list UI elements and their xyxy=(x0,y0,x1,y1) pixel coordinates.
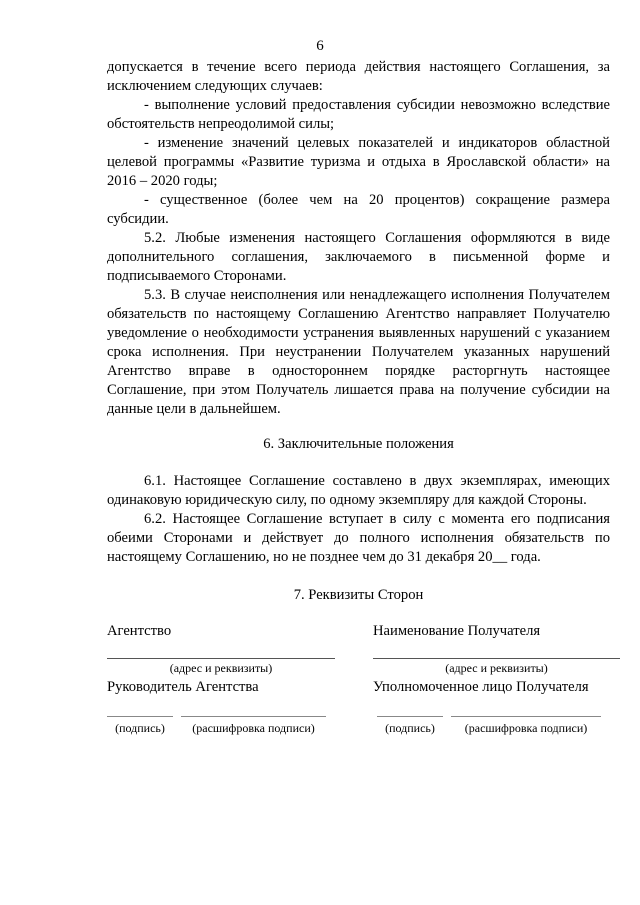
address-caption: (адрес и реквизиты) xyxy=(169,661,273,675)
signature-row xyxy=(107,716,335,735)
signature-field xyxy=(377,716,443,735)
signature-caption: (подпись) xyxy=(115,721,165,735)
signature-decode-caption: (расшифровка подписи) xyxy=(192,721,315,735)
signature-decode-line xyxy=(451,716,601,717)
signature-line xyxy=(107,716,173,717)
agency-head-title: Руководитель Агентства xyxy=(107,679,259,695)
address-line xyxy=(373,658,620,659)
section-heading-6: 6. Заключительные положения xyxy=(263,436,454,452)
section-heading-7: 7. Реквизиты Сторон xyxy=(293,587,424,603)
document-body xyxy=(107,58,610,752)
signature-decode-field xyxy=(451,716,601,735)
page-number: 6 xyxy=(316,38,324,54)
signature-decode-caption: (расшифровка подписи) xyxy=(464,721,588,735)
signature-decode-line xyxy=(181,716,326,717)
recipient-party-name: Наименование Получателя xyxy=(373,623,541,639)
signature-decode-field xyxy=(181,716,326,735)
signature-caption: (подпись) xyxy=(385,721,435,735)
list-item: - выполнение условий предоставления субсидии невозможно вследствие обстоятельств непреодолимой силы; xyxy=(107,97,610,132)
clause-6-2: 6.2. Настоящее Соглашение вступает в силу с момента его подписания обеими Сторонами и действует до полного исполнения обязательств по настоящему Соглашению, но не позднее чем до 31 декабря 20__ года. xyxy=(107,511,610,565)
recipient-head-title: Уполномоченное лицо Получателя xyxy=(373,679,589,695)
paragraph: допускается в течение всего периода действия настоящего Соглашения, за исключением следующих случаев: xyxy=(107,59,610,94)
recipient-requisites xyxy=(373,622,620,735)
agency-requisites xyxy=(107,622,335,735)
list-item: - изменение значений целевых показателей и индикаторов областной целевой программы «Развитие туризма и отдыха в Ярославской области» на 2016 – 2020 годы; xyxy=(107,135,610,189)
signature-line xyxy=(377,716,443,717)
clause-5-3: 5.3. В случае неисполнения или ненадлежащего исполнения Получателем обязательств по настоящему Соглашению Агентство направляет Получателю уведомление о необходимости устранения выявленных нарушений с указанием срока исполнения. При неустранении Получателем указанных нарушений Агентство вправе в одностороннем порядке расторгнуть настоящее Соглашение, при этом Получатель лишается права на получение субсидии на данные цели в дальнейшем. xyxy=(107,287,610,417)
address-line xyxy=(107,658,335,659)
agency-party-name: Агентство xyxy=(107,623,172,639)
signature-row xyxy=(373,716,620,735)
requisites-block xyxy=(107,622,610,752)
clause-6-1: 6.1. Настоящее Соглашение составлено в двух экземплярах, имеющих одинаковую юридическую силу, по одному экземпляру для каждой Стороны. xyxy=(107,473,610,508)
signature-field xyxy=(107,716,173,735)
list-item: - существенное (более чем на 20 процентов) сокращение размера субсидии. xyxy=(107,192,610,227)
clause-5-2: 5.2. Любые изменения настоящего Соглашения оформляются в виде дополнительного соглашения, заключаемого в письменной форме и подписываемого Сторонами. xyxy=(107,230,610,284)
address-caption: (адрес и реквизиты) xyxy=(445,661,548,675)
